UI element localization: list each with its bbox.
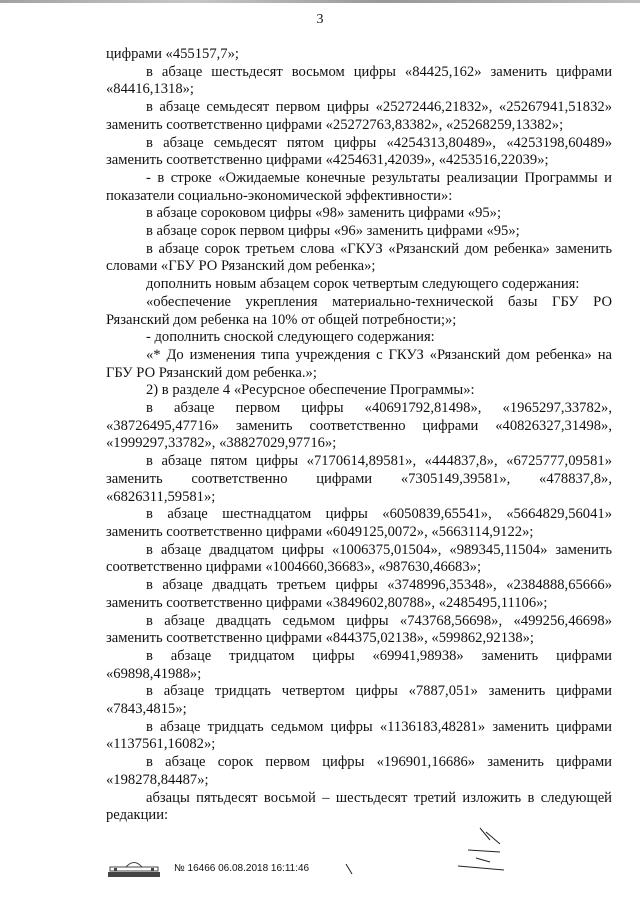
paragraph: «* До изменения типа учреждения с ГКУЗ «Рязанский дом ребенка» на ГБУ РО Рязанский дом ребенка.»; — [106, 346, 612, 381]
paragraph: в абзаце сороковом цифры «98» заменить цифрами «95»; — [146, 205, 502, 222]
paragraph: в абзаце тридцатом цифры «69941,98938» заменить цифрами «69898,41988»; — [106, 647, 612, 682]
document-body — [106, 46, 612, 825]
paragraph: - в строке «Ожидаемые конечные результаты реализации Программы и показатели социально-экономической эффективности»: — [106, 169, 612, 204]
scan-edge-artifact — [0, 0, 640, 3]
paragraph: в абзаце пятом цифры «7170614,89581», «444837,8», «6725777,09581» заменить соответственно цифрами «7305149,39581», «478837,8», «6826311,59581»; — [106, 453, 612, 505]
paragraph: в абзаце шестнадцатом цифры «6050839,65541», «5664829,56041» заменить соответственно цифрами «6049125,0072», «5663114,9122»; — [106, 506, 612, 540]
paragraph: в абзаце сорок первом цифры «96» заменить цифрами «95»; — [146, 223, 520, 240]
paragraph: - дополнить сноской следующего содержания: — [146, 329, 435, 346]
paragraph: в абзаце семьдесят пятом цифры «4254313,80489», «4253198,60489» заменить соответственно цифрами «4254631,42039», «4253516,22039»; — [106, 134, 612, 169]
registration-number: № 16466 06.08.2018 16:11:46 — [174, 863, 310, 874]
paragraph: «обеспечение укрепления материально-технической базы ГБУ РО Рязанский дом ребенка на 10% от общей потребности;»; — [106, 293, 612, 328]
paragraph: в абзаце тридцать седьмом цифры «1136183,48281» заменить цифрами «1137561,16082»; — [106, 718, 612, 753]
paragraph: цифрами «455157,7»; — [106, 46, 239, 62]
paragraph: в абзаце сорок третьем слова «ГКУЗ «Рязанский дом ребенка» заменить словами «ГБУ РО Рязанский дом ребенка»; — [106, 240, 612, 275]
paragraph: дополнить новым абзацем сорок четвертым следующего содержания: — [146, 276, 580, 293]
paragraph: в абзаце первом цифры «40691792,81498», «1965297,33782», «38726495,47716» заменить соответственно цифрами «40826327,31498», «1999297,33782», «38827029,97716»; — [106, 400, 612, 452]
paragraph: 2) в разделе 4 «Ресурсное обеспечение Программы»: — [146, 382, 475, 399]
page-number: 3 — [316, 12, 324, 27]
paragraph: в абзаце двадцать третьем цифры «3748996,35348», «2384888,65666» заменить соответственно цифрами «3849602,80788», «2485495,11106»; — [106, 577, 612, 611]
paragraph: абзацы пятьдесят восьмой – шестьдесят третий изложить в следующей редакции: — [106, 789, 612, 824]
paragraph: в абзаце двадцатом цифры «1006375,01504», «989345,11504» заменить соответственно цифрами «1004660,36683», «987630,46683»; — [106, 541, 612, 576]
paragraph: в абзаце сорок первом цифры «196901,16686» заменить цифрами «198278,84487»; — [106, 754, 612, 788]
registration-footer — [108, 858, 368, 878]
handwritten-pen-marks-icon — [340, 822, 520, 892]
paragraph: в абзаце семьдесят первом цифры «25272446,21832», «25267941,51832» заменить соответственно цифрами «25272763,83382», «25268259,13382»; — [106, 99, 612, 133]
registry-seal-icon — [108, 858, 160, 878]
paragraph: в абзаце шестьдесят восьмом цифры «84425,162» заменить цифрами «84416,1318»; — [106, 63, 612, 98]
paragraph: в абзаце двадцать седьмом цифры «743768,56698», «499256,46698» заменить соответственно цифрами «844375,02138», «599862,92138»; — [106, 612, 612, 647]
paragraph: в абзаце тридцать четвертом цифры «7887,051» заменить цифрами «7843,4815»; — [106, 683, 612, 718]
